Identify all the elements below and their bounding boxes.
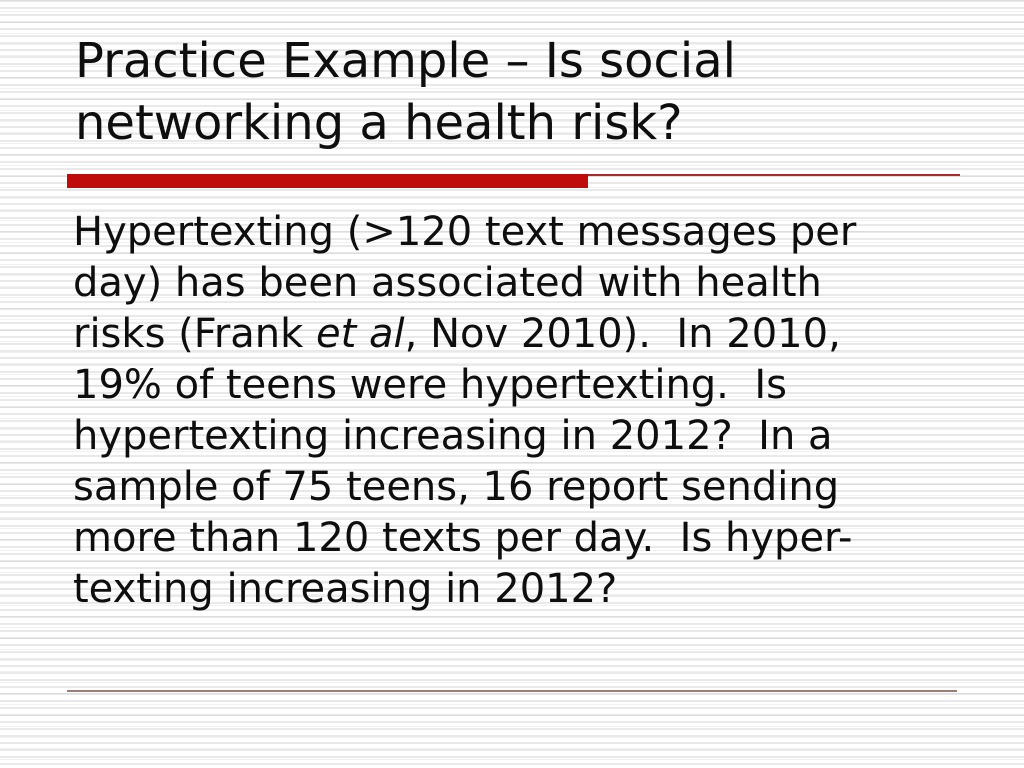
title-underline-accent-bar [67,174,588,188]
body-line-6: sample of 75 teens, 16 report sending [73,464,840,510]
body-line-3-pre: risks (Frank [73,311,317,357]
slide-title [75,30,975,154]
footer-rule [67,690,957,692]
body-line-8: texting increasing in 2012? [73,566,618,612]
body-line-3-citation-italic: et al [316,311,405,357]
body-line-2: day) has been associated with health [73,260,822,306]
title-line-1: Practice Example – Is social [75,33,737,89]
body-line-4: 19% of teens were hypertexting. Is [73,362,787,408]
body-text [73,207,973,615]
title-underline-thin-line [588,174,960,176]
title-line-2: networking a health risk? [75,95,683,151]
body-line-3-post: , Nov 2010). In 2010, [404,311,841,357]
body-line-5: hypertexting increasing in 2012? In a [73,413,833,459]
body-line-1: Hypertexting (>120 text messages per [73,209,857,255]
body-line-3 [73,309,973,360]
body-line-7: more than 120 texts per day. Is hyper- [73,515,853,561]
